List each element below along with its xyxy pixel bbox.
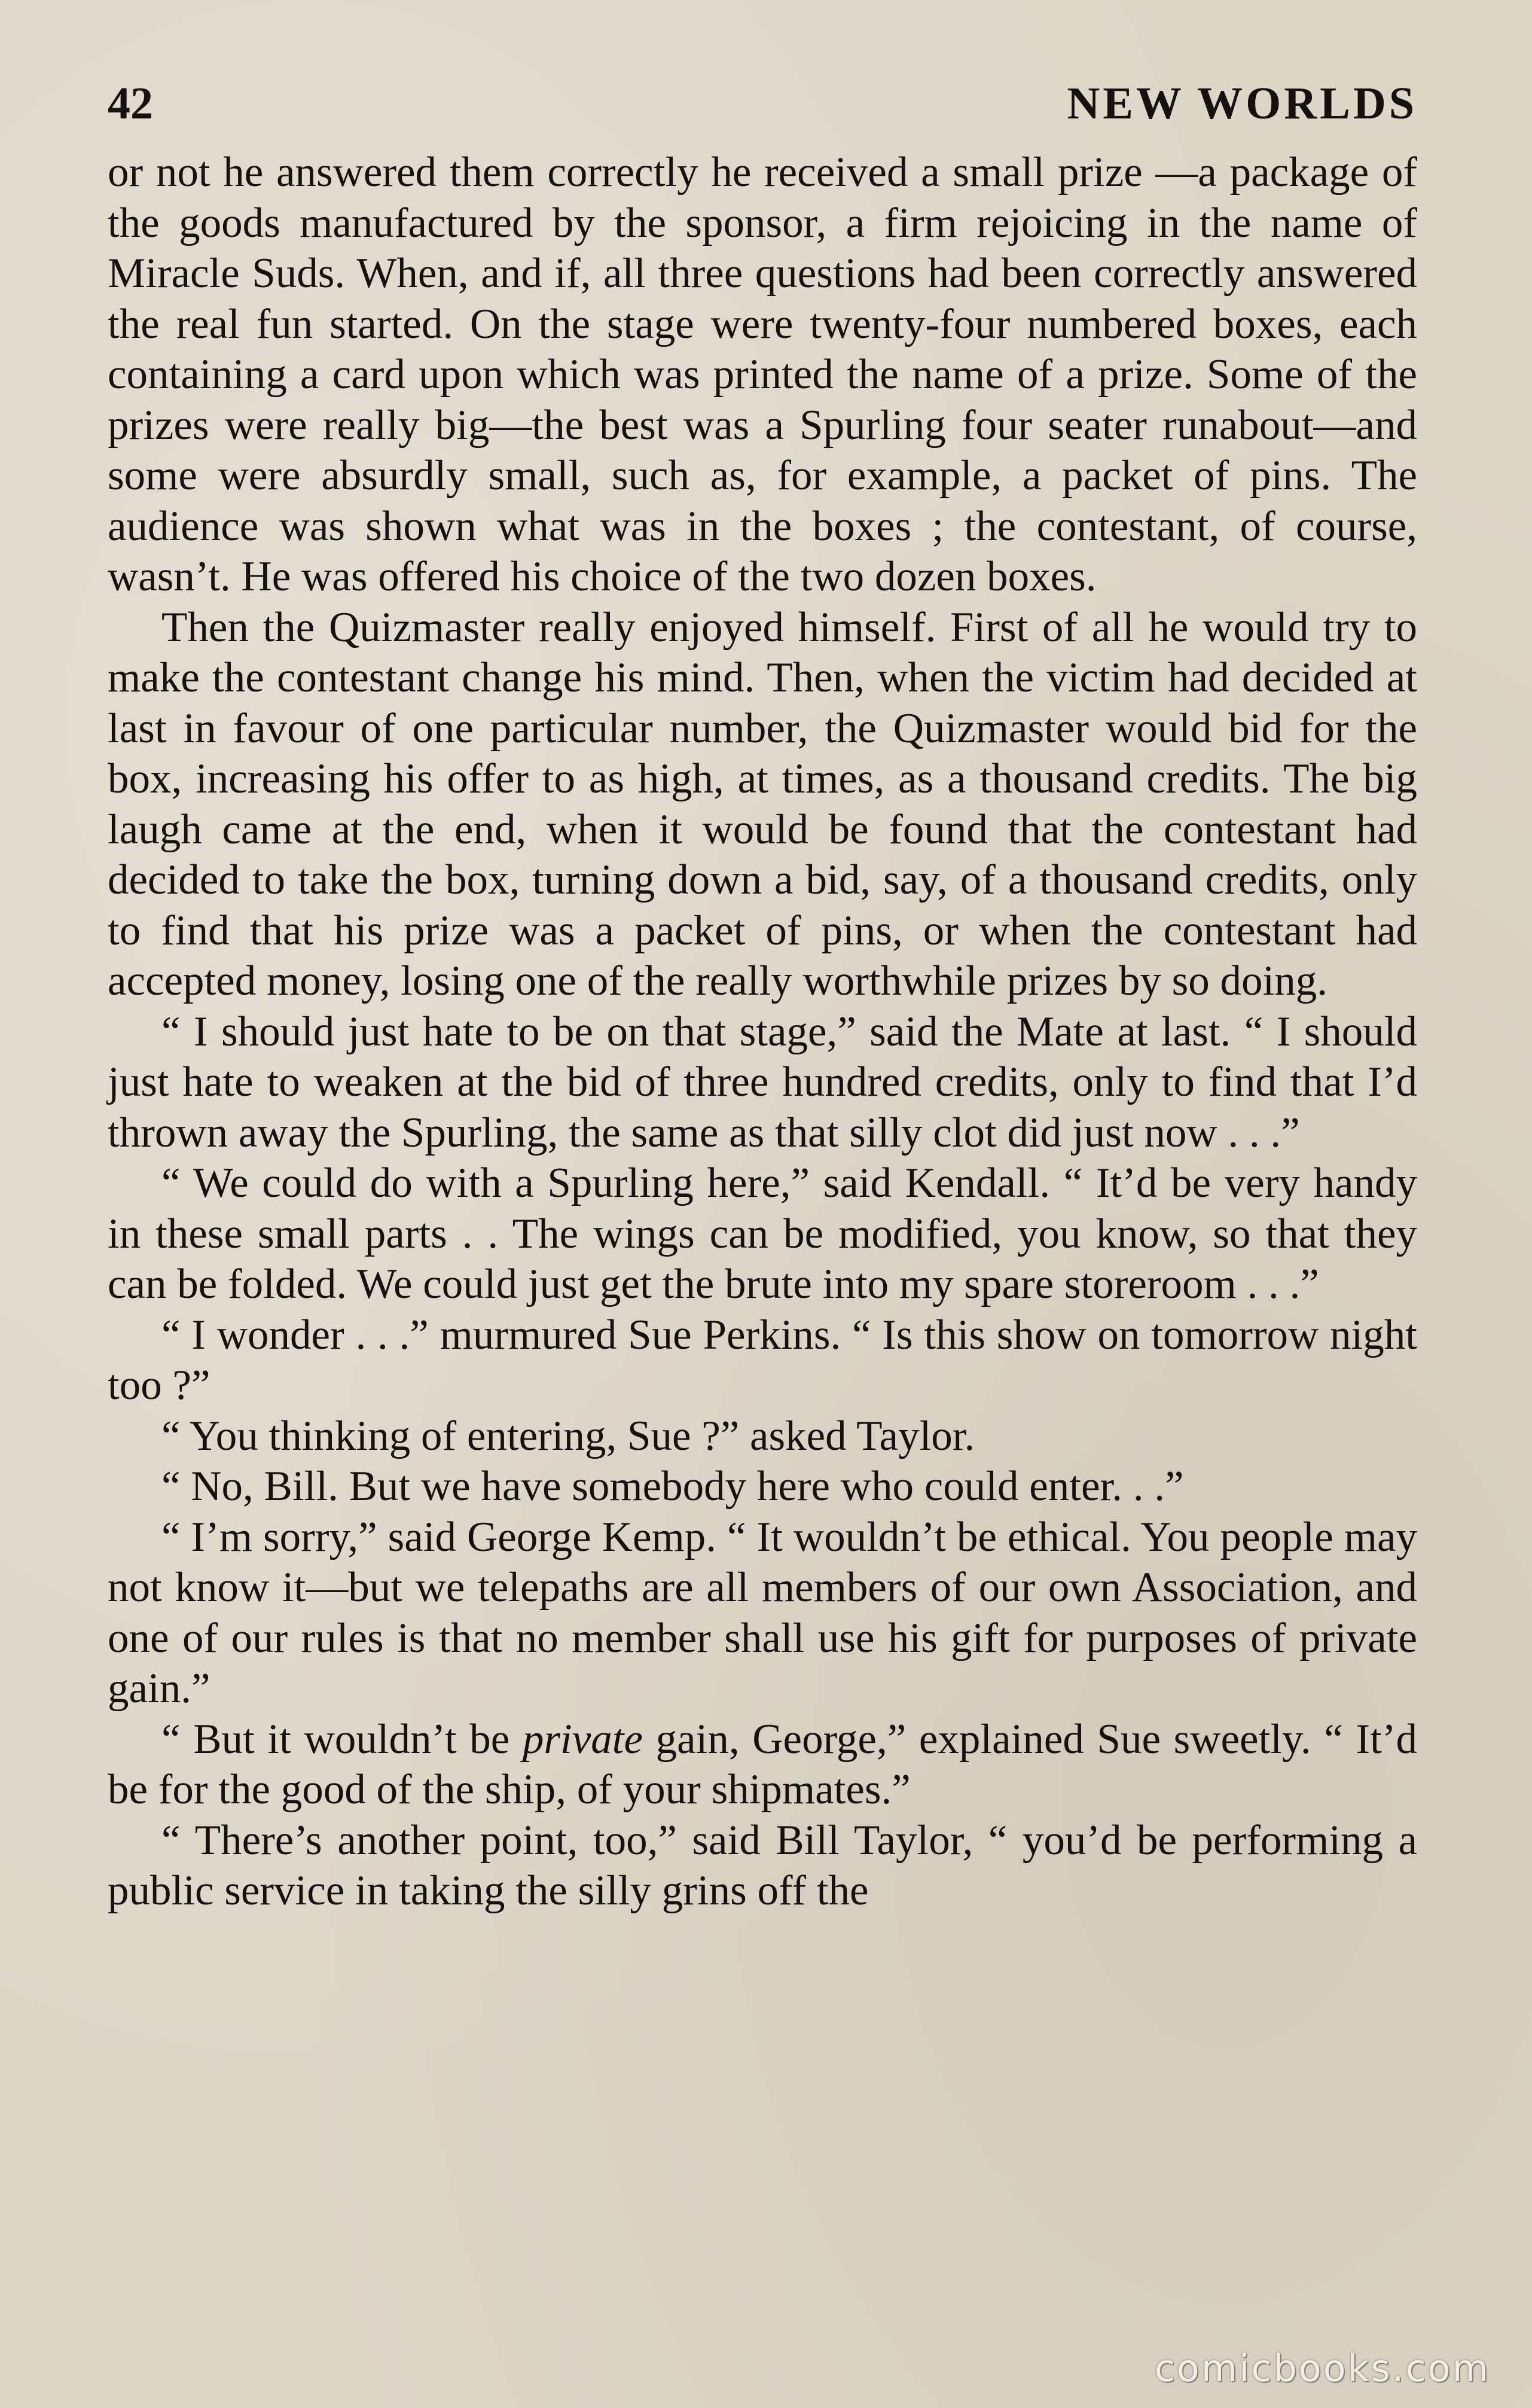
paragraph-8: “ I’m sorry,” said George Kemp. “ It wouldn’t be ethical. You people may not know it—but we telepaths are all members of our own Association, and one of our rules is that no member shall use his gift for purposes of private gain.” [108, 1513, 1417, 1712]
emphasis-private: private [522, 1715, 643, 1763]
paragraph-10: “ There’s another point, too,” said Bill Taylor, “ you’d be performing a public service in taking the silly grins off the [108, 1816, 1417, 1914]
watermark-logo: comicbooks.com [1154, 2346, 1490, 2390]
paragraph-5: “ I wonder . . .” murmured Sue Perkins. “ Is this show on tomorrow night too ?” [108, 1311, 1417, 1409]
page-number: 42 [108, 78, 153, 129]
body-text [108, 147, 1417, 1916]
paragraph-9 [108, 1714, 1417, 1815]
paragraph-7: “ No, Bill. But we have somebody here who could enter. . .” [161, 1463, 1184, 1510]
paragraph-2: Then the Quizmaster really enjoyed himself. First of all he would try to make the contestant change his mind. Then, when the victim had decided at last in favour of one particular number, the Quizmaster would bid for the box, increasing his offer to as high, at times, as a thousand credits. The big laugh came at the end, when it would be found that the contestant had decided to take the box, turning down a bid, say, of a thousand credits, only to find that his prize was a packet of pins, or when the contestant had accepted money, losing one of the really worthwhile prizes by so doing. [108, 603, 1417, 1004]
running-header [108, 78, 1417, 144]
paragraph-4: “ We could do with a Spurling here,” said Kendall. “ It’d be very handy in these small parts . . The wings can be modified, you know, so that they can be folded. We could just get the brute into my spare storeroom . . .” [108, 1160, 1417, 1307]
paragraph-9-start: “ But it wouldn’t be [161, 1715, 523, 1763]
paragraph-3: “ I should just hate to be on that stage,” said the Mate at last. “ I should just hate to weaken at the bid of three hundred credits, only to find that I’d thrown away the Spurling, the same as that silly clot did just now . . .” [108, 1008, 1417, 1156]
paragraph-9-end: gain, George,” explained Sue sweetly. “ It’d be for the good of the ship, of your shipmates.” [108, 1715, 1417, 1813]
paragraph-6: “ You thinking of entering, Sue ?” asked Taylor. [161, 1412, 975, 1459]
book-page [108, 78, 1417, 1916]
paragraph-1: or not he answered them correctly he received a small prize —a package of the goods manufactured by the sponsor, a firm rejoicing in the name of Miracle Suds. When, and if, all three questions had been correctly answered the real fun started. On the stage were twenty-four numbered boxes, each containing a card upon which was printed the name of a prize. Some of the prizes were really big—the best was a Spurling four seater runabout—and some were absurdly small, such as, for example, a packet of pins. The audience was shown what was in the boxes ; the contestant, of course, wasn’t. He was offered his choice of the two dozen boxes. [108, 149, 1417, 600]
journal-title: NEW WORLDS [1067, 78, 1417, 129]
